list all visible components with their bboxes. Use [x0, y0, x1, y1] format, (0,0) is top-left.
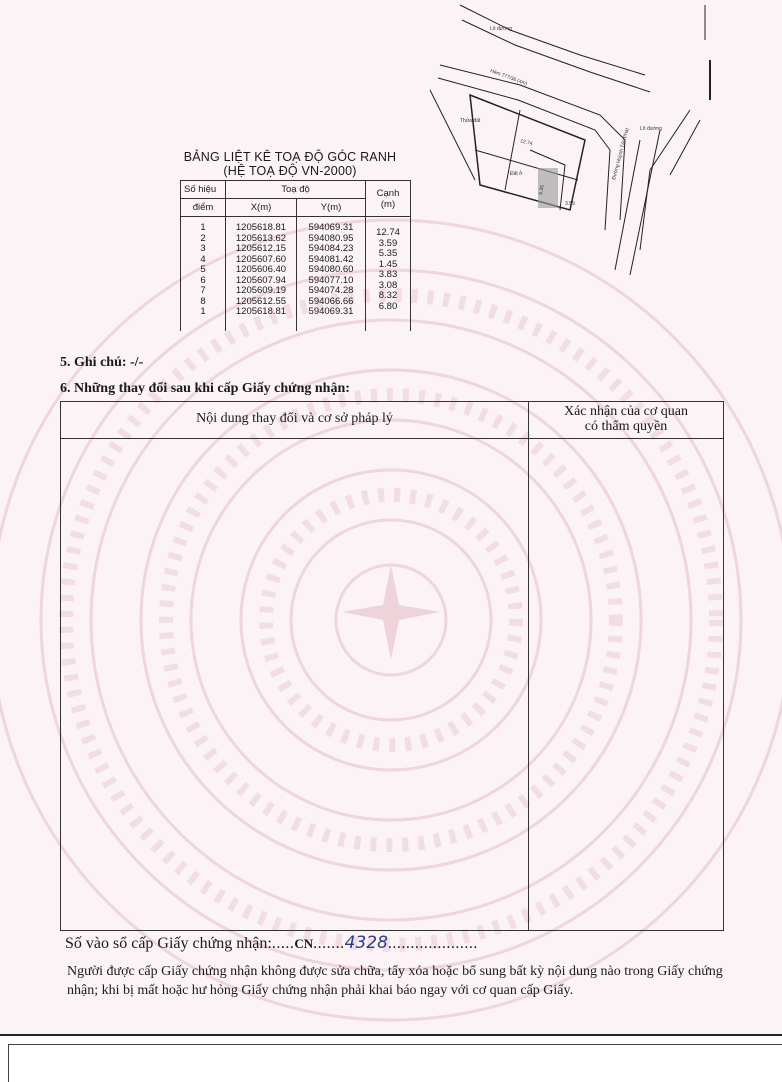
x-value: 1205618.81	[235, 222, 287, 233]
x-value: 1205613.62	[235, 232, 287, 244]
x-value: 1205612.55	[235, 295, 287, 307]
next-page-border	[8, 1044, 782, 1082]
column-divider	[528, 402, 529, 930]
registration-prefix: CN	[294, 936, 314, 951]
map-dim: 12.74	[519, 138, 534, 148]
edge-value: 5.35	[378, 248, 398, 259]
y-value: 594069.31	[308, 222, 354, 233]
point-id: 4	[200, 253, 206, 265]
y-value: 594074.28	[308, 285, 354, 296]
authority-header-line1: Xác nhận của cơ quan	[563, 404, 688, 419]
coordinate-table-title	[180, 150, 400, 178]
footnote: Người được cấp Giấy chứng nhận không được sửa chữa, tẩy xóa hoặc bổ sung bất kỳ nội dung nào trong Giấy chứng nhận; khi bị mất hoặc hư hỏng Giấy chứng nhận phải khai báo ngay với cơ quan cấp Giấy.	[67, 964, 723, 998]
map-dim: 3.59	[565, 201, 575, 207]
map-dim: 5.35	[538, 184, 546, 196]
changes-table	[60, 401, 724, 931]
map-label: Hẻm 777/36 (4m)	[489, 68, 528, 88]
y-value: 594080.95	[308, 232, 354, 244]
y-value: 594069.31	[308, 306, 354, 317]
y-value: 594077.10	[308, 274, 354, 286]
header-x: X(m)	[226, 199, 297, 217]
dots: .......	[313, 935, 345, 952]
point-id: 1	[200, 222, 206, 233]
header-point-id	[181, 181, 226, 199]
x-value: 1205612.15	[235, 243, 287, 254]
x-value: 1205609.19	[235, 285, 287, 296]
header-so-hieu: Số hiệu	[184, 184, 217, 195]
map-label: Lô đường	[490, 26, 512, 32]
cadastral-map	[400, 0, 782, 300]
header-canh-unit: (m)	[380, 198, 396, 210]
coordinate-table	[180, 180, 411, 331]
x-value: 1205606.40	[235, 264, 287, 275]
y-column	[297, 217, 366, 331]
edge-value: 3.08	[378, 279, 398, 291]
edge-value: 1.45	[378, 258, 398, 270]
point-id: 7	[200, 285, 206, 296]
map-label: Thửa đất	[460, 118, 481, 124]
x-value: 1205607.60	[235, 253, 287, 265]
edge-value: 8.32	[378, 290, 398, 301]
point-id: 1	[200, 306, 206, 317]
registration-label: Số vào sổ cấp Giấy chứng nhận:	[65, 935, 272, 952]
dots: .....	[271, 935, 295, 952]
y-value: 594080.60	[308, 264, 354, 275]
coordinate-table-title-line1: BẢNG LIỆT KÊ TOẠ ĐỘ GÓC RANH	[183, 150, 397, 164]
y-value: 594084.23	[308, 243, 354, 254]
point-id: 5	[200, 264, 206, 275]
edge-value: 12.74	[376, 227, 400, 238]
dots: ....................	[387, 935, 478, 952]
header-coordinates: Toạ độ	[226, 181, 366, 199]
point-id: 8	[200, 295, 206, 307]
map-label: Đất ở	[510, 171, 523, 177]
changes-content-header: Nội dung thay đổi và cơ sở pháp lý	[196, 411, 393, 426]
point-id: 3	[200, 243, 206, 254]
map-label: Lô đường	[640, 126, 662, 132]
header-y: Y(m)	[297, 199, 366, 217]
edge-value: 6.80	[378, 300, 398, 312]
header-divider	[61, 438, 723, 439]
next-page-edge	[0, 1034, 782, 1082]
point-id: 6	[200, 274, 206, 286]
header-edge	[366, 181, 411, 217]
y-value: 594066.66	[308, 295, 354, 307]
map-label: Đường Huỳnh Tấn Phát	[611, 127, 631, 181]
registration-number-line	[65, 933, 478, 953]
registration-number: 4328	[344, 933, 388, 953]
x-column	[226, 217, 297, 331]
point-id-column	[181, 217, 226, 331]
authority-confirmation-header	[529, 404, 723, 434]
section-6-title: 6. Những thay đổi sau khi cấp Giấy chứng nhận:	[60, 381, 350, 396]
edge-column	[366, 217, 411, 331]
edge-value: 3.83	[378, 269, 398, 280]
edge-value: 3.59	[378, 237, 398, 249]
point-id: 2	[200, 232, 206, 244]
x-value: 1205607.94	[235, 274, 287, 286]
authority-header-line2: có thẩm quyền	[584, 419, 668, 434]
section-5-notes: 5. Ghi chú: -/-	[60, 355, 144, 370]
y-value: 594081.42	[308, 253, 354, 265]
x-value: 1205618.81	[235, 306, 287, 317]
header-canh: Cạnh	[376, 187, 400, 199]
header-diem: điểm	[181, 199, 226, 217]
coordinate-table-title-line2: (HỆ TOẠ ĐỘ VN-2000)	[223, 164, 357, 178]
